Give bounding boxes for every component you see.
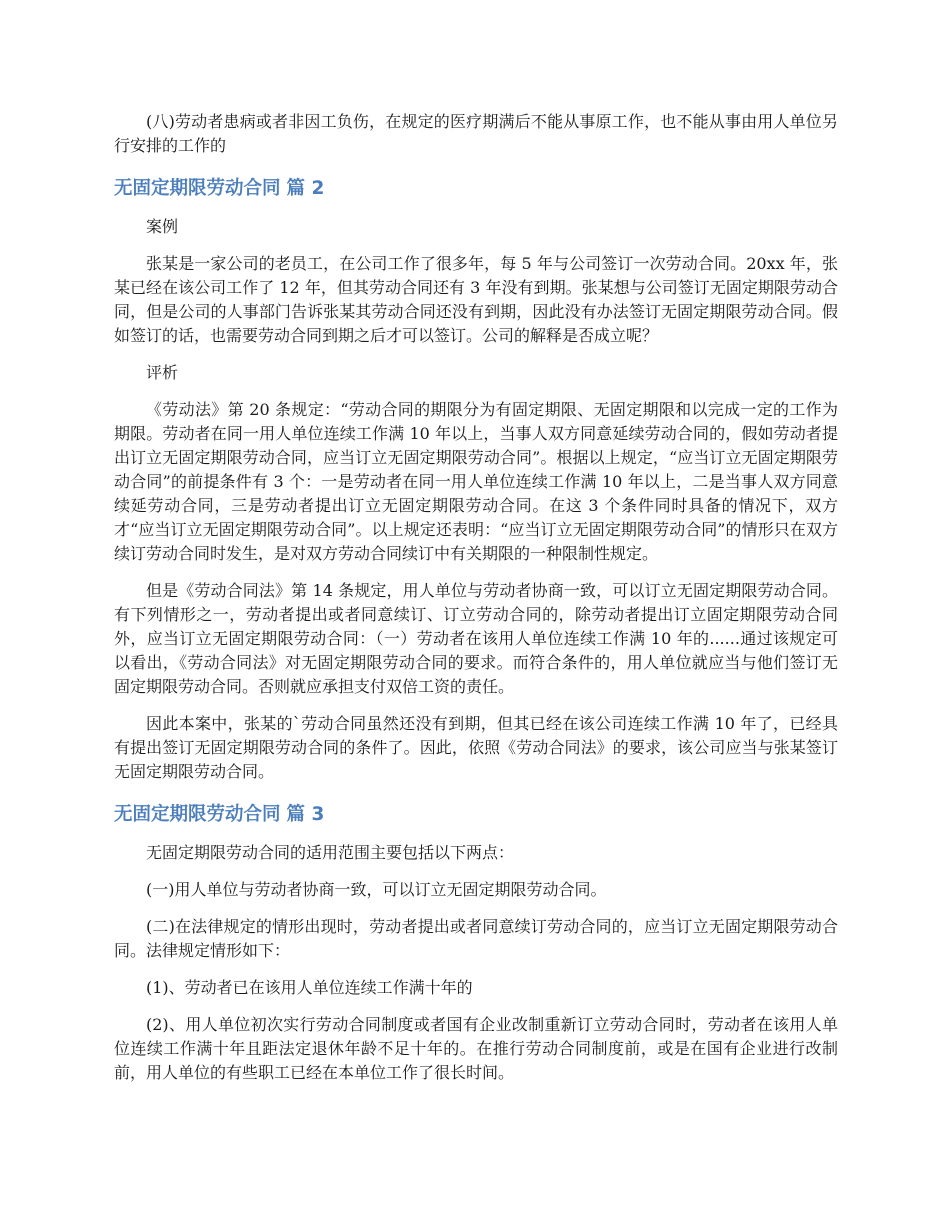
paragraph: 因此本案中，张某的`劳动合同虽然还没有到期，但其已经在该公司连续工作满 10 年了，已经具有提出签订无固定期限劳动合同的条件了。因此，依照《劳动合同法》的要求，该公司应当与张某签订无固定期限劳动合同。 [114, 714, 838, 781]
paragraph: 张某是一家公司的老员工，在公司工作了很多年，每 5 年与公司签订一次劳动合同。20xx 年，张某已经在该公司工作了 12 年，但其劳动合同还有 3 年没有到期。张某想与公司签订无固定期限劳动合同，但是公司的人事部门告诉张某其劳动合同还没有到期，因此没有办法签订无固定期限劳动合同。假如签订的话，也需要劳动合同到期之后才可以签订。公司的解释是否成立呢？ [114, 254, 838, 345]
paragraph: (1)、劳动者已在该用人单位连续工作满十年的 [146, 978, 473, 997]
section-heading-title: 无固定期限劳动合同 [114, 178, 281, 199]
paragraph: (二)在法律规定的情形出现时，劳动者提出或者同意续订劳动合同的，应当订立无固定期限劳动合同。法律规定情形如下： [114, 917, 838, 960]
paragraph: 评析 [146, 363, 179, 382]
section-heading-number: 篇 2 [286, 178, 325, 199]
paragraph: (一)用人单位与劳动者协商一致，可以订立无固定期限劳动合同。 [146, 880, 607, 899]
paragraph: 《劳动法》第 20 条规定：“劳动合同的期限分为有固定期限、无固定期限和以完成一定的工作为期限。劳动者在同一用人单位连续工作满 10 年以上，当事人双方同意延续劳动合同的，假如劳动者提出订立无固定期限劳动合同，应当订立无固定期限劳动合同”。根据以上规定，“应当订立无固定期限劳动合同”的前提条件有 3 个：一是劳动者在同一用人单位连续工作满 10 年以上，二是当事人双方同意续延劳动合同，三是劳动者提出订立无固定期限劳动合同。在这 3 个条件同时具备的情况下，双方才“应当订立无固定期限劳动合同”。以上规定还表明：“应当订立无固定期限劳动合同”的情形只在双方续订劳动合同时发生，是对双方劳动合同续订中有关期限的一种限制性规定。 [114, 400, 838, 563]
paragraph: 案例 [146, 217, 179, 236]
section-heading [114, 176, 838, 202]
paragraph: 无固定期限劳动合同的适用范围主要包括以下两点： [146, 843, 515, 862]
paragraph: (八)劳动者患病或者非因工负伤，在规定的医疗期满后不能从事原工作，也不能从事由用人单位另行安排的工作的 [114, 112, 838, 155]
section-heading-number: 篇 3 [286, 804, 325, 825]
document-page [114, 110, 838, 1098]
paragraph: 但是《劳动合同法》第 14 条规定，用人单位与劳动者协商一致，可以订立无固定期限劳动合同。有下列情形之一，劳动者提出或者同意续订、订立劳动合同的，除劳动者提出订立固定期限劳动合同外，应当订立无固定期限劳动合同：（一）劳动者在该用人单位连续工作满 10 年的......通过该规定可以看出，《劳动合同法》对无固定期限劳动合同的要求。而符合条件的，用人单位就应当与他们签订无固定期限劳动合同。否则就应承担支付双倍工资的责任。 [114, 581, 838, 696]
section-heading-title: 无固定期限劳动合同 [114, 804, 281, 825]
section-heading [114, 802, 838, 828]
paragraph: (2)、用人单位初次实行劳动合同制度或者国有企业改制重新订立劳动合同时，劳动者在该用人单位连续工作满十年且距法定退休年龄不足十年的。在推行劳动合同制度前，或是在国有企业进行改制前，用人单位的有些职工已经在本单位工作了很长时间。 [114, 1015, 838, 1082]
